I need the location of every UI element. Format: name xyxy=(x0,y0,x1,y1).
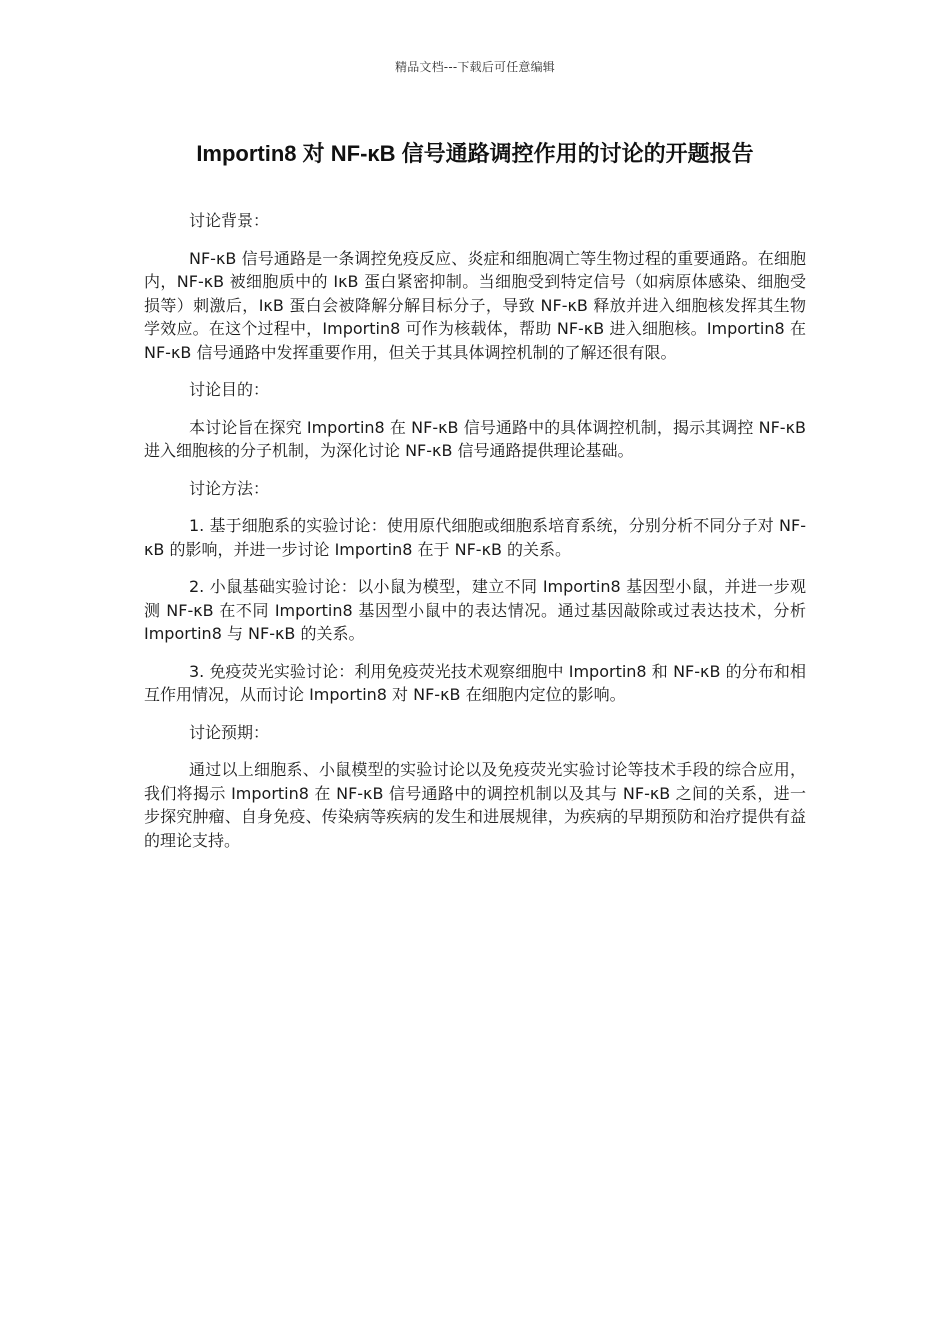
purpose-heading: 讨论目的： xyxy=(189,380,270,399)
method-item-1: 1. 基于细胞系的实验讨论：使用原代细胞或细胞系培育系统，分别分析不同分子对 NF-κB 的影响，并进一步讨论 Importin8 在于 NF-κB 的关系。 xyxy=(144,516,806,559)
methods-heading: 讨论方法： xyxy=(189,478,270,498)
document-body xyxy=(144,209,806,866)
document-title: Importin8 对 NF-κB 信号通路调控作用的讨论的开题报告 xyxy=(196,141,754,166)
method-item-3: 3. 免疫荧光实验讨论：利用免疫荧光技术观察细胞中 Importin8 和 NF-κB 的分布和相互作用情况，从而讨论 Importin8 对 NF-κB 在细胞内定位的影响。 xyxy=(144,661,806,704)
purpose-paragraph: 本讨论旨在探究 Importin8 在 NF-κB 信号通路中的具体调控机制，揭示其调控 NF-κB 进入细胞核的分子机制，为深化讨论 NF-κB 信号通路提供理论基础。 xyxy=(144,417,806,460)
expectation-paragraph: 通过以上细胞系、小鼠模型的实验讨论以及免疫荧光实验讨论等技术手段的综合应用，我们将揭示 Importin8 在 NF-κB 信号通路中的调控机制以及其与 NF-κB 之间的关系，进一步探究肿瘤、自身免疫、传染病等疾病的发生和进展规律，为疾病的早期预防和治疗提供有益的理论支持。 xyxy=(144,760,806,850)
method-item-2: 2. 小鼠基础实验讨论：以小鼠为模型，建立不同 Importin8 基因型小鼠，并进一步观测 NF-κB 在不同 Importin8 基因型小鼠中的表达情况。通过基因敲除或过表达技术，分析 Importin8 与 NF-κB 的关系。 xyxy=(144,577,806,643)
background-heading: 讨论背景： xyxy=(189,211,270,230)
expectation-heading: 讨论预期： xyxy=(189,722,270,742)
background-paragraph: NF-κB 信号通路是一条调控免疫反应、炎症和细胞凋亡等生物过程的重要通路。在细胞内，NF-κB 被细胞质中的 IκB 蛋白紧密抑制。当细胞受到特定信号（如病原体感染、细胞受损等）刺激后，IκB 蛋白会被降解分解目标分子，导致 NF-κB 释放并进入细胞核发挥其生物学效应。在这个过程中，Importin8 可作为核载体，帮助 NF-κB 进入细胞核。Importin8 在 NF-κB 信号通路中发挥重要作用，但关于其具体调控机制的了解还很有限。 xyxy=(144,248,806,362)
page-header-watermark: 精品文档---下载后可任意编辑 xyxy=(395,60,555,74)
